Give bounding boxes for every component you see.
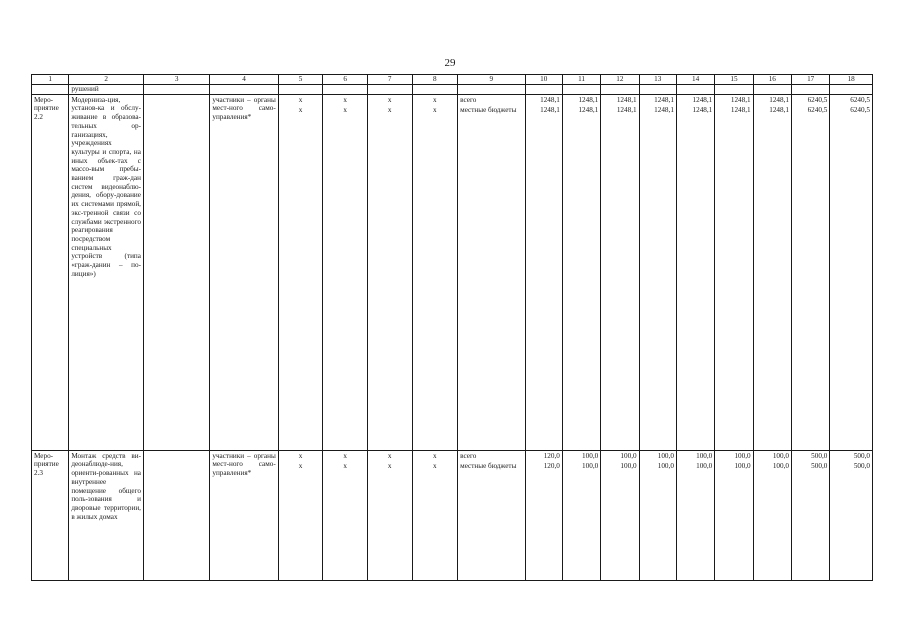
col-num: 16 (753, 75, 791, 85)
value-cell: 1248,1 1248,1 (601, 94, 639, 450)
measure-description: Модерниза-ция, установ-ка и обслу-живание в образова-тельных ор-ганизациях, учреждениях культуры и спорта, на иных объек-тах с массо-вым пребы-ванием граж-дан систем видеонаблю-дения, обору-дование их системами прямой, экс-тренной связи со службами экстренного реагирования посредством специальных устройств (типа «граж-данин – по-лиция») (69, 94, 144, 450)
page-number: 29 (444, 57, 456, 69)
continuation-row (32, 85, 873, 95)
col-num: 13 (639, 75, 676, 85)
value-cell: 120,0 120,0 (525, 450, 562, 580)
measure-number: Меро-приятие 2.2 (32, 94, 69, 450)
executor-cell (143, 94, 209, 450)
value-cell: 1248,1 1248,1 (753, 94, 791, 450)
participants: участники – органы мест-ного само-управления* (210, 450, 278, 580)
col-num: 11 (562, 75, 600, 85)
value-cell: 500,0 500,0 (791, 450, 829, 580)
col-num: 12 (601, 75, 639, 85)
value-cell: 100,0 100,0 (753, 450, 791, 580)
x-mark: x x (278, 94, 323, 450)
col-num: 8 (412, 75, 458, 85)
col-num: 17 (791, 75, 829, 85)
value-cell: 100,0 100,0 (639, 450, 676, 580)
x-mark: x x (412, 450, 458, 580)
column-number-row (32, 75, 873, 85)
executor-cell (143, 450, 209, 580)
value-cell: 1248,1 1248,1 (562, 94, 600, 450)
value-cell: 1248,1 1248,1 (525, 94, 562, 450)
x-mark: x x (412, 94, 458, 450)
measure-row (32, 450, 873, 580)
col-num: 7 (367, 75, 412, 85)
value-cell: 100,0 100,0 (715, 450, 753, 580)
col-num: 14 (676, 75, 714, 85)
x-mark: x x (323, 94, 368, 450)
col-num: 18 (830, 75, 873, 85)
col-num: 15 (715, 75, 753, 85)
x-mark: x x (278, 450, 323, 580)
value-cell: 6240,5 6240,5 (791, 94, 829, 450)
value-cell: 6240,5 6240,5 (830, 94, 873, 450)
program-table (31, 74, 873, 581)
value-cell: 100,0 100,0 (562, 450, 600, 580)
funding-source: всего местные бюджеты (458, 450, 525, 580)
value-cell: 1248,1 1248,1 (639, 94, 676, 450)
measure-number: Меро-приятие 2.3 (32, 450, 69, 580)
continuation-text: рушений (69, 85, 144, 95)
col-num: 10 (525, 75, 562, 85)
value-cell: 1248,1 1248,1 (715, 94, 753, 450)
col-num: 1 (32, 75, 69, 85)
funding-source: всего местные бюджеты (458, 94, 525, 450)
col-num: 6 (323, 75, 368, 85)
participants: участники – органы мест-ного само-управления* (210, 94, 278, 450)
value-cell: 100,0 100,0 (601, 450, 639, 580)
value-cell: 1248,1 1248,1 (676, 94, 714, 450)
value-cell: 500,0 500,0 (830, 450, 873, 580)
col-num: 9 (458, 75, 525, 85)
col-num: 5 (278, 75, 323, 85)
x-mark: x x (367, 94, 412, 450)
x-mark: x x (367, 450, 412, 580)
col-num: 2 (69, 75, 144, 85)
measure-row (32, 94, 873, 450)
col-num: 3 (143, 75, 209, 85)
measure-description: Монтаж средств ви-деонаблюде-ния, ориенти-рованных на внутреннее помещение общего поль-зования и дворовые территории, в жилых домах (69, 450, 144, 580)
col-num: 4 (210, 75, 278, 85)
x-mark: x x (323, 450, 368, 580)
value-cell: 100,0 100,0 (676, 450, 714, 580)
